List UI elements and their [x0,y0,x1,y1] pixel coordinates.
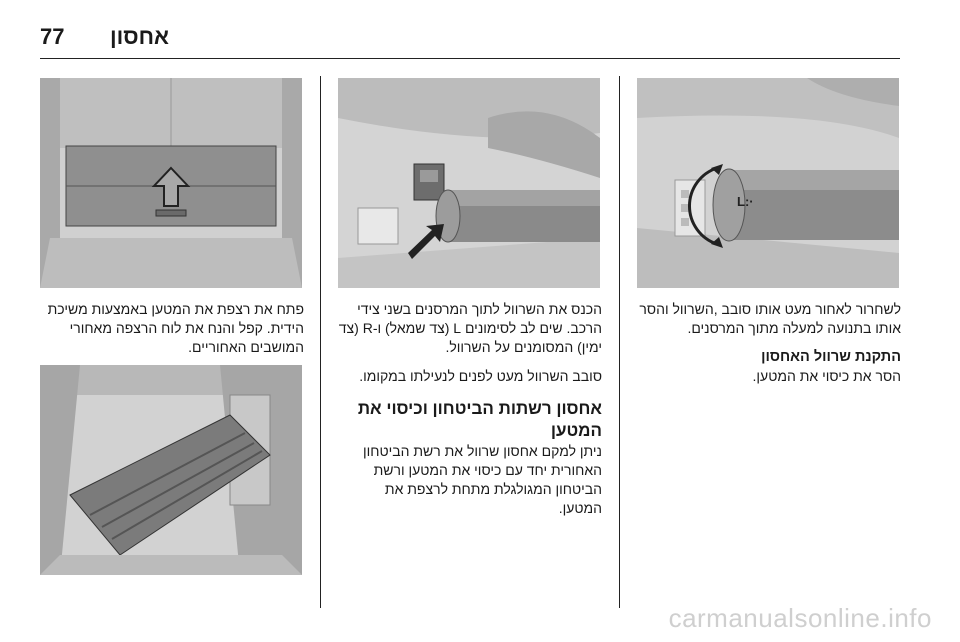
paragraph: הסר את כיסוי את המטען. [752,368,901,384]
subheading: התקנת שרוול האחסון [761,349,901,365]
page-number: 77 [40,24,65,49]
paragraph: ניתן למקם אחסון שרוול את רשת הביטחון האחורית יחד עם כיסוי את המטען ורשת הביטחון המגולגלת מתחת לרצפת את המטען. [362,443,602,516]
paragraph: הכנס את השרוול לתוך המרסנים בשני צידי הרכב. שים לב לסימונים L (צד שמאל) ו-R (צד ימין) המסומנים על השרוול. [338,301,602,355]
figure-stored-sleeve-and-net [40,365,302,575]
middle-column-text [338,300,602,518]
left-column-text [40,300,304,357]
paragraph: פתח את רצפת את המטען באמצעות משיכת הידית. קפל והנח את לוח הרצפה מאחורי המושבים האחוריים. [47,301,304,355]
watermark: carmanualsonline.info [668,603,932,633]
section-title: אחסון [110,24,170,49]
figure-remove-sleeve [637,78,899,288]
page-header [40,18,900,60]
svg-text:L:·: L:· [737,194,754,209]
figure-insert-sleeve [338,78,600,288]
right-column-text [637,300,901,386]
paragraph: סובב השרוול מעט לפנים לנעילתו במקומו. [359,368,602,384]
subheading: אחסון רשתות הביטחון וכיסוי את המטען [357,399,602,440]
column-divider-right [619,76,620,608]
paragraph: לשחרור לאחור מעט אותו סובב ,השרוול והסר אותו בתנועה למעלה מתוך המרסנים. [639,301,901,336]
column-divider-left [320,76,321,608]
figure-open-load-floor [40,78,302,288]
header-rule [40,58,900,59]
